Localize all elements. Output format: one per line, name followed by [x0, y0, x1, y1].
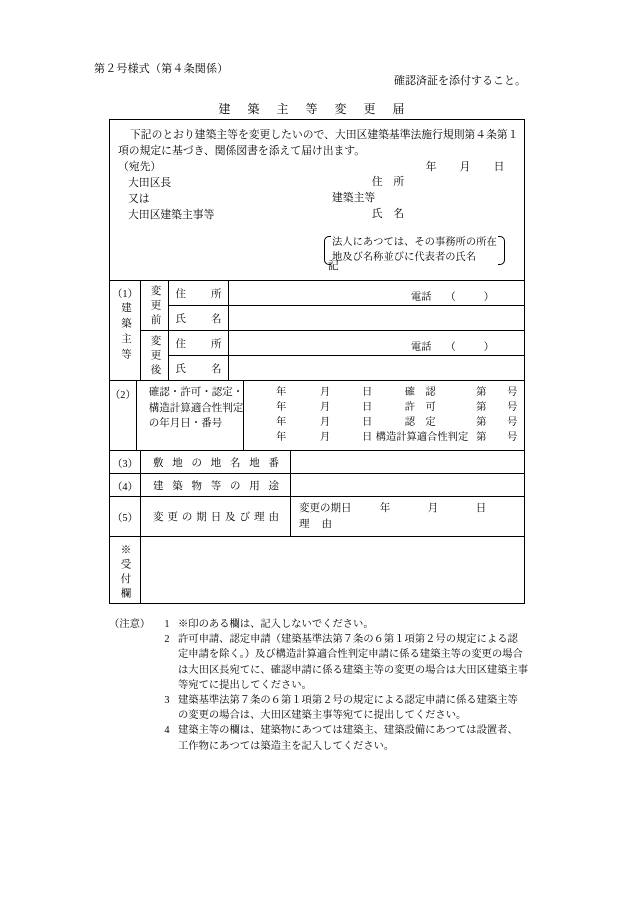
row-2-label-line-3: の年月日・番号: [148, 418, 223, 429]
permit-year-label: 年: [275, 432, 287, 443]
after-name-input[interactable]: [229, 356, 524, 380]
applicant-role-label: 建築主等: [332, 192, 376, 204]
note-number: 1: [164, 619, 170, 630]
form-code: 第２号様式（第４条関係）: [94, 63, 229, 75]
receipt-input[interactable]: [141, 537, 524, 603]
date-month-label: 月: [459, 161, 471, 173]
note-body: [178, 617, 579, 632]
change-date-line[interactable]: [299, 501, 524, 517]
receipt-label: ※受付欄: [119, 543, 131, 602]
change-date-label: 変更の期日: [299, 503, 352, 514]
note-body: [178, 632, 579, 693]
corporate-note-line-1: 法人にあつては、その事務所の所在: [332, 237, 497, 248]
intro-block: [110, 120, 524, 281]
after-address-input[interactable]: [229, 331, 524, 355]
row-4-building-use: [110, 473, 524, 496]
applicant-name-label: 氏 名: [371, 208, 405, 220]
permit-dai-label: 第: [476, 417, 487, 428]
change-year-label: 年: [379, 503, 391, 514]
after-change-label: 変更後: [149, 334, 161, 379]
row-3-label: 敷地の地名地番: [153, 457, 279, 469]
before-name-input[interactable]: [229, 306, 524, 330]
note-line: は大田区長宛てに、確認申請に係る建築主等の変更の場合は大田区建築主事: [178, 664, 529, 676]
corporate-note-line-2: 地及び名称並びに代表者の氏名: [332, 251, 477, 263]
row-2-permit-numbers: [110, 380, 524, 450]
row-3-input[interactable]: [291, 451, 524, 473]
addressee-3: 大田区建築主事等: [128, 209, 215, 221]
row-1-vertical-label: 建築主等: [120, 302, 131, 364]
row-4-number: （4）: [110, 474, 141, 496]
row-5-value[interactable]: [291, 497, 524, 536]
before-address-label-cell: [169, 281, 229, 305]
note-item: [156, 723, 579, 753]
before-telephone-label: 電話 （ ）: [410, 292, 494, 303]
after-name-label: 氏名: [175, 363, 222, 375]
row-3-label-cell: [141, 451, 291, 473]
note-number: 2: [164, 634, 170, 646]
permit-line-approval[interactable]: [244, 415, 530, 430]
row-2-label: [137, 381, 245, 450]
permit-line-confirmation[interactable]: [244, 385, 530, 400]
permit-go-label: 号: [507, 402, 518, 413]
row-5-change-date-reason: [110, 496, 524, 536]
date-day-label: 日: [493, 161, 505, 173]
brace-right: [498, 236, 505, 265]
permit-dai-label: 第: [476, 402, 487, 413]
before-name-label: 氏名: [175, 313, 222, 325]
before-address-input[interactable]: [229, 281, 524, 305]
note-body: [178, 693, 579, 723]
date-year-label: 年: [425, 161, 437, 173]
before-change-label-cell: [141, 281, 169, 330]
after-telephone-label: 電話 （ ）: [410, 342, 494, 353]
row-5-number: （5）: [110, 497, 141, 536]
attachment-note: 確認済証を添付すること。: [394, 75, 526, 87]
permit-year-label: 年: [275, 402, 287, 413]
note-line: 許可申請、認定申請（建築基準法第７条の６第１項第２号の規定による認: [178, 634, 518, 646]
permit-line-structural[interactable]: [244, 430, 530, 445]
addressee-2: 又は: [128, 193, 150, 205]
row-1-applicant: [110, 281, 524, 380]
permit-year-label: 年: [275, 417, 287, 428]
permit-day-label: 日: [361, 432, 373, 443]
document-title: [0, 100, 630, 117]
row-2-label-line-2: 構造計算適合性判定: [148, 402, 244, 414]
note-item: [156, 617, 579, 632]
permit-go-label: 号: [507, 432, 518, 443]
note-number: 3: [164, 695, 170, 707]
after-name-label-cell: [169, 356, 229, 380]
intro-line-2: 項の規定に基づき、関係図書を添えて届け出ます。: [118, 145, 366, 157]
permit-month-label: 月: [319, 417, 331, 428]
after-address-label-cell: [169, 331, 229, 355]
change-reason-line[interactable]: [299, 517, 524, 533]
note-item: [156, 632, 579, 693]
note-line: ※印のある欄は、記入しないでください。: [178, 619, 374, 630]
notes-section: [109, 617, 579, 754]
permit-month-label: 月: [319, 432, 331, 443]
ki-marker: 記: [328, 260, 339, 272]
row-4-input[interactable]: [291, 474, 524, 496]
before-name-label-cell: [169, 306, 229, 330]
row-4-label-cell: [141, 474, 291, 496]
notes-list: [156, 617, 579, 754]
permit-kind-label: 認 定: [404, 417, 436, 428]
change-day-label: 日: [475, 503, 487, 514]
row-5-label: 変更の期日及び理由: [153, 512, 279, 523]
addressee-1: 大田区長: [128, 177, 172, 189]
before-change-label: 変更前: [149, 284, 161, 329]
permit-day-label: 日: [361, 387, 373, 398]
notes-heading: （注意）: [109, 619, 151, 630]
permit-dai-label: 第: [476, 387, 487, 398]
row-5-label-cell: [141, 497, 291, 536]
applicant-block: [328, 174, 452, 222]
note-line: 等宛てに提出してください。: [178, 679, 312, 691]
before-address-label: 住所: [175, 288, 222, 300]
row-3-site-address: [110, 450, 524, 473]
note-number: 4: [164, 725, 170, 737]
document-title-text: 建 築 主 等 変 更 届: [218, 102, 412, 116]
permit-month-label: 月: [319, 402, 331, 413]
note-line: 建築基準法第７条の６第１項第２号の規定による認定申請に係る建築主等: [178, 695, 518, 707]
corporate-note: [324, 236, 505, 265]
permit-line-permission[interactable]: [244, 400, 530, 415]
note-line: の変更の場合は、大田区建築主事等宛てに提出してください。: [178, 710, 467, 722]
receipt-label-cell: [110, 537, 141, 603]
permit-month-label: 月: [319, 387, 331, 398]
applicant-address-label: 住 所: [371, 176, 405, 188]
permit-dai-label: 第: [476, 432, 487, 443]
row-1-number: [110, 281, 141, 380]
permit-kind-label: 許 可: [404, 402, 436, 413]
permit-day-label: 日: [361, 402, 373, 413]
permit-kind-label: 確 認: [404, 387, 436, 398]
row-3-number: （3）: [110, 451, 141, 473]
permit-kind-label: 構造計算適合性判定: [375, 432, 469, 443]
permit-go-label: 号: [507, 387, 518, 398]
form-table: [109, 119, 525, 604]
row-2-label-line-1: 確認・許可・認定・: [148, 387, 244, 398]
note-line: 定申請を除く。）及び構造計算適合性判定申請に係る建築主等の変更の場合: [178, 649, 523, 661]
note-line: 建築主等の欄は、建築物にあつては建築主、建築設備にあつては設置者、: [178, 725, 518, 737]
addressee-label: （宛先）: [118, 161, 162, 173]
row-2-number: （2）: [110, 381, 137, 450]
note-body: [178, 723, 579, 753]
after-address-label: 住所: [175, 338, 222, 350]
change-month-label: 月: [427, 503, 439, 514]
permit-day-label: 日: [361, 417, 373, 428]
after-change-label-cell: [141, 331, 169, 380]
row-4-label: 建築物等の用途: [153, 480, 279, 492]
permit-go-label: 号: [507, 417, 518, 428]
row-2-value[interactable]: [244, 381, 530, 450]
row-receipt: [110, 536, 524, 603]
intro-line-1: 下記のとおり建築主等を変更したいので、大田区建築基準法施行規則第４条第１: [130, 129, 519, 141]
note-item: [156, 693, 579, 723]
submission-date-line: [414, 159, 516, 174]
note-line: 工作物にあつては築造主を記入してください。: [178, 740, 395, 752]
change-reason-label: 理由: [299, 518, 344, 530]
row-1-number-text: （1）: [112, 289, 138, 300]
permit-year-label: 年: [275, 387, 287, 398]
